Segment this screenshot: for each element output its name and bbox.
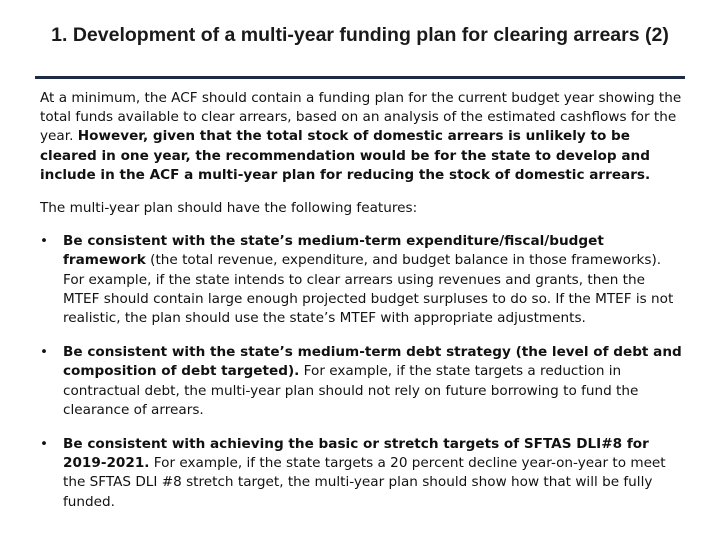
- bullet-item-debt-strategy: [40, 343, 685, 420]
- bullet-icon: •: [40, 344, 49, 361]
- intro-paragraph: [40, 89, 685, 185]
- title-divider: [35, 76, 685, 79]
- bullet-item-mtef: [40, 232, 685, 328]
- bullet-text: For example, if the state targets a reduction in contractual debt, the multi-year plan should not rely on future borrowing to fund the clearance of arrears.: [63, 363, 639, 418]
- bullet-text: For example, if the state targets a 20 percent decline year-on-year to meet the SFTAS DLI #8 stretch target, the multi-year plan should show how that will be fully funded.: [63, 455, 666, 510]
- bullet-item-sftas: [40, 435, 685, 512]
- page-title: 1. Development of a multi-year funding plan for clearing arrears (2): [51, 24, 669, 46]
- bullet-bold-text: Be consistent with the state’s medium-term expenditure/fiscal/budget framework: [63, 233, 604, 269]
- paragraph-bold-text: However, given that the total stock of domestic arrears is unlikely to be cleared in one year, the recommendation would be for the state to develop and include in the ACF a multi-year plan for reducing the stock of domestic arrears.: [40, 128, 651, 183]
- bullet-bold-text: Be consistent with the state’s medium-term debt strategy (the level of debt and composition of debt targeted).: [63, 344, 682, 380]
- features-intro: The multi-year plan should have the following features:: [40, 200, 418, 217]
- bullet-icon: •: [40, 233, 49, 250]
- slide-body: [40, 89, 685, 512]
- paragraph-text: At a minimum, the ACF should contain a funding plan for the current budget year showing the total funds available to clear arrears, based on an analysis of the estimated cashflows for the year.: [40, 90, 682, 145]
- bullet-bold-text: Be consistent with achieving the basic or stretch targets of SFTAS DLI#8 for 2019-2021.: [63, 436, 649, 472]
- bullet-text: (the total revenue, expenditure, and budget balance in those frameworks). For example, if the state intends to clear arrears using revenues and grants, then the MTEF should contain large enough projected budget surpluses to do so. If the MTEF is not realistic, the plan should use the state’s MTEF with appropriate adjustments.: [63, 252, 674, 327]
- bullet-icon: •: [40, 436, 49, 453]
